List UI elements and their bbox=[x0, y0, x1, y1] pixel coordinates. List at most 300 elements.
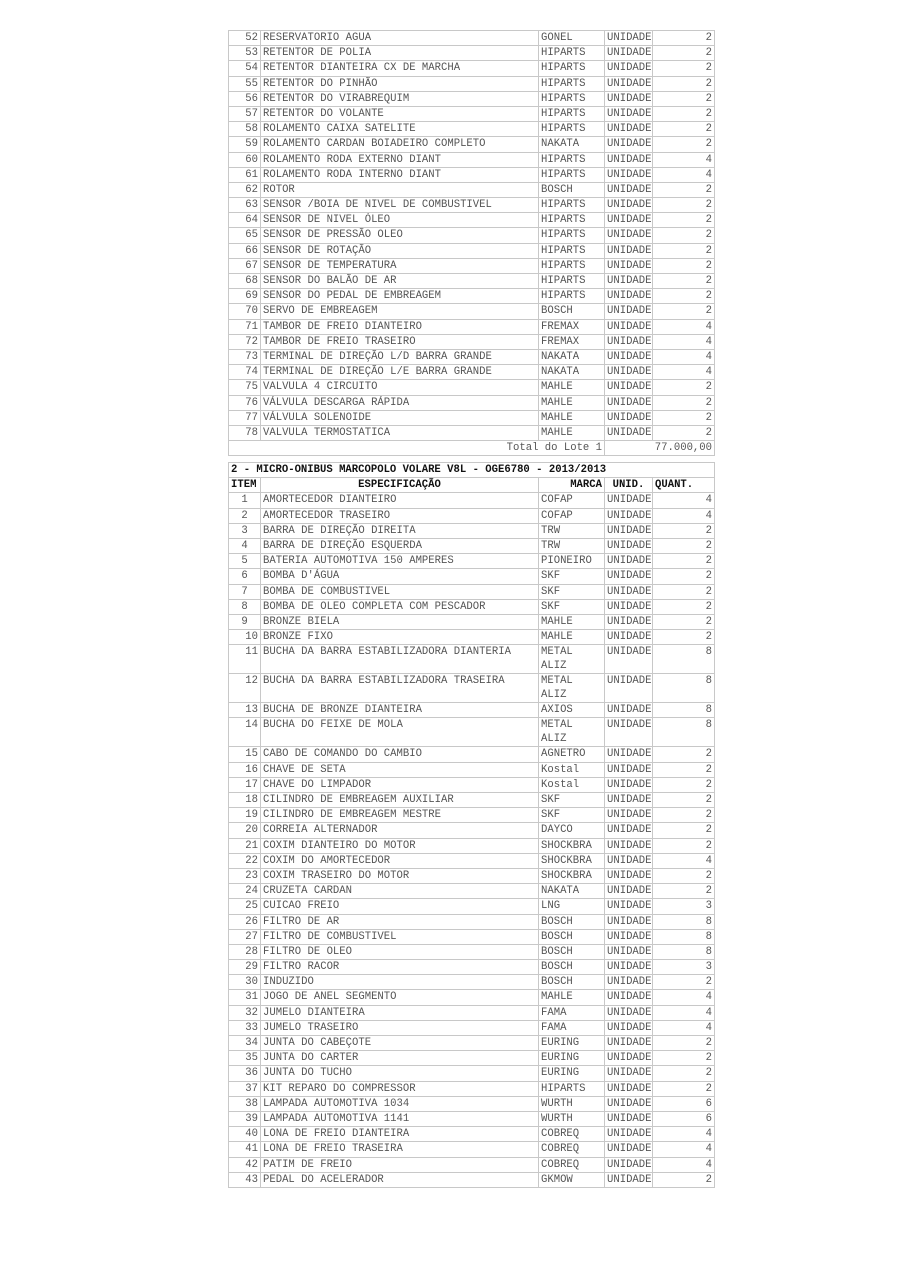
item-number: 35 bbox=[229, 1051, 261, 1066]
brand: FREMAX bbox=[539, 319, 605, 334]
specification: FILTRO RACOR bbox=[261, 960, 539, 975]
table-row bbox=[229, 182, 715, 197]
unit: UNIDADE bbox=[605, 106, 653, 121]
header-item: ITEM bbox=[229, 478, 261, 493]
quantity: 2 bbox=[653, 106, 715, 121]
item-number: 14 bbox=[229, 718, 261, 747]
quantity: 2 bbox=[653, 122, 715, 137]
unit: UNIDADE bbox=[605, 975, 653, 990]
item-number: 19 bbox=[229, 808, 261, 823]
table-row bbox=[229, 960, 715, 975]
unit: UNIDADE bbox=[605, 1111, 653, 1126]
item-number: 61 bbox=[229, 167, 261, 182]
specification: ROLAMENTO CAIXA SATELITE bbox=[261, 122, 539, 137]
table-row bbox=[229, 569, 715, 584]
brand: PIONEIRO bbox=[539, 554, 605, 569]
brand: Kostal bbox=[539, 777, 605, 792]
unit: UNIDADE bbox=[605, 395, 653, 410]
unit: UNIDADE bbox=[605, 365, 653, 380]
specification: AMORTECEDOR DIANTEIRO bbox=[261, 493, 539, 508]
table-row bbox=[229, 61, 715, 76]
unit: UNIDADE bbox=[605, 410, 653, 425]
table-row bbox=[229, 395, 715, 410]
quantity: 3 bbox=[653, 960, 715, 975]
brand: MAHLE bbox=[539, 630, 605, 645]
table-row bbox=[229, 91, 715, 106]
table-row bbox=[229, 944, 715, 959]
specification: BRONZE BIELA bbox=[261, 614, 539, 629]
item-number: 56 bbox=[229, 91, 261, 106]
specification: LAMPADA AUTOMOTIVA 1141 bbox=[261, 1111, 539, 1126]
brand: BOSCH bbox=[539, 944, 605, 959]
specification: VÁLVULA SOLENOIDE bbox=[261, 410, 539, 425]
specification: BOMBA DE COMBUSTIVEL bbox=[261, 584, 539, 599]
table-row bbox=[229, 1081, 715, 1096]
table-row bbox=[229, 1172, 715, 1187]
quantity: 2 bbox=[653, 523, 715, 538]
brand: HIPARTS bbox=[539, 258, 605, 273]
unit: UNIDADE bbox=[605, 884, 653, 899]
brand: HIPARTS bbox=[539, 167, 605, 182]
specification: CRUZETA CARDAN bbox=[261, 884, 539, 899]
specification: AMORTECEDOR TRASEIRO bbox=[261, 508, 539, 523]
table-row bbox=[229, 823, 715, 838]
table-row bbox=[229, 899, 715, 914]
quantity: 2 bbox=[653, 868, 715, 883]
specification: COXIM TRASEIRO DO MOTOR bbox=[261, 868, 539, 883]
brand: TRW bbox=[539, 523, 605, 538]
unit: UNIDADE bbox=[605, 319, 653, 334]
unit: UNIDADE bbox=[605, 167, 653, 182]
item-number: 43 bbox=[229, 1172, 261, 1187]
item-number: 11 bbox=[229, 645, 261, 674]
table-row bbox=[229, 884, 715, 899]
brand: HIPARTS bbox=[539, 76, 605, 91]
brand: FAMA bbox=[539, 1005, 605, 1020]
unit: UNIDADE bbox=[605, 554, 653, 569]
specification: CHAVE DE SETA bbox=[261, 762, 539, 777]
brand: LNG bbox=[539, 899, 605, 914]
quantity: 4 bbox=[653, 365, 715, 380]
table-row bbox=[229, 1157, 715, 1172]
brand: NAKATA bbox=[539, 349, 605, 364]
table-row bbox=[229, 614, 715, 629]
brand: HIPARTS bbox=[539, 228, 605, 243]
table-row bbox=[229, 493, 715, 508]
quantity: 2 bbox=[653, 599, 715, 614]
specification: BOMBA D'ÁGUA bbox=[261, 569, 539, 584]
specification: CUICAO FREIO bbox=[261, 899, 539, 914]
lote-1-table bbox=[228, 30, 715, 456]
unit: UNIDADE bbox=[605, 213, 653, 228]
quantity: 2 bbox=[653, 410, 715, 425]
unit: UNIDADE bbox=[605, 91, 653, 106]
brand: HIPARTS bbox=[539, 91, 605, 106]
unit: UNIDADE bbox=[605, 793, 653, 808]
unit: UNIDADE bbox=[605, 349, 653, 364]
specification: CILINDRO DE EMBREAGEM AUXILIAR bbox=[261, 793, 539, 808]
unit: UNIDADE bbox=[605, 853, 653, 868]
specification: CABO DE COMANDO DO CAMBIO bbox=[261, 747, 539, 762]
table-header bbox=[229, 478, 715, 493]
table-row bbox=[229, 914, 715, 929]
item-number: 67 bbox=[229, 258, 261, 273]
quantity: 2 bbox=[653, 1081, 715, 1096]
brand: MAHLE bbox=[539, 395, 605, 410]
table-row bbox=[229, 645, 715, 674]
brand: DAYCO bbox=[539, 823, 605, 838]
specification: ROLAMENTO RODA INTERNO DIANT bbox=[261, 167, 539, 182]
item-number: 7 bbox=[229, 584, 261, 599]
item-number: 21 bbox=[229, 838, 261, 853]
brand: HIPARTS bbox=[539, 213, 605, 228]
specification: VALVULA 4 CIRCUITO bbox=[261, 380, 539, 395]
item-number: 54 bbox=[229, 61, 261, 76]
unit: UNIDADE bbox=[605, 747, 653, 762]
brand: GKMOW bbox=[539, 1172, 605, 1187]
brand: COBREQ bbox=[539, 1127, 605, 1142]
brand: HIPARTS bbox=[539, 274, 605, 289]
item-number: 70 bbox=[229, 304, 261, 319]
item-number: 71 bbox=[229, 319, 261, 334]
quantity: 4 bbox=[653, 349, 715, 364]
item-number: 26 bbox=[229, 914, 261, 929]
lote-2-table bbox=[228, 462, 715, 1188]
item-number: 57 bbox=[229, 106, 261, 121]
specification: BUCHA DA BARRA ESTABILIZADORA DIANTERIA bbox=[261, 645, 539, 674]
specification: BRONZE FIXO bbox=[261, 630, 539, 645]
quantity: 4 bbox=[653, 1142, 715, 1157]
specification: LONA DE FREIO TRASEIRA bbox=[261, 1142, 539, 1157]
unit: UNIDADE bbox=[605, 523, 653, 538]
table-row bbox=[229, 380, 715, 395]
brand: SKF bbox=[539, 793, 605, 808]
specification: BUCHA DE BRONZE DIANTEIRA bbox=[261, 703, 539, 718]
unit: UNIDADE bbox=[605, 46, 653, 61]
table-row bbox=[229, 1096, 715, 1111]
item-number: 34 bbox=[229, 1036, 261, 1051]
specification: RETENTOR DO PINHÃO bbox=[261, 76, 539, 91]
unit: UNIDADE bbox=[605, 198, 653, 213]
quantity: 4 bbox=[653, 1127, 715, 1142]
unit: UNIDADE bbox=[605, 334, 653, 349]
unit: UNIDADE bbox=[605, 1127, 653, 1142]
table-row bbox=[229, 674, 715, 703]
table-row bbox=[229, 1051, 715, 1066]
table-row bbox=[229, 747, 715, 762]
item-number: 31 bbox=[229, 990, 261, 1005]
brand: WURTH bbox=[539, 1111, 605, 1126]
item-number: 74 bbox=[229, 365, 261, 380]
unit: UNIDADE bbox=[605, 31, 653, 46]
item-number: 17 bbox=[229, 777, 261, 792]
quantity: 2 bbox=[653, 630, 715, 645]
total-value: 77.000,00 bbox=[605, 441, 715, 456]
unit: UNIDADE bbox=[605, 1096, 653, 1111]
unit: UNIDADE bbox=[605, 122, 653, 137]
brand: MAHLE bbox=[539, 614, 605, 629]
item-number: 39 bbox=[229, 1111, 261, 1126]
brand: COFAP bbox=[539, 508, 605, 523]
quantity: 2 bbox=[653, 91, 715, 106]
table-row bbox=[229, 334, 715, 349]
unit: UNIDADE bbox=[605, 76, 653, 91]
item-number: 60 bbox=[229, 152, 261, 167]
table-row bbox=[229, 777, 715, 792]
brand: HIPARTS bbox=[539, 106, 605, 121]
specification: SENSOR DO BALÃO DE AR bbox=[261, 274, 539, 289]
table-row bbox=[229, 584, 715, 599]
brand: METAL ALIZ bbox=[539, 645, 605, 674]
quantity: 2 bbox=[653, 838, 715, 853]
quantity: 2 bbox=[653, 823, 715, 838]
quantity: 8 bbox=[653, 674, 715, 703]
unit: UNIDADE bbox=[605, 630, 653, 645]
unit: UNIDADE bbox=[605, 61, 653, 76]
specification: CORREIA ALTERNADOR bbox=[261, 823, 539, 838]
brand: AGNETRO bbox=[539, 747, 605, 762]
unit: UNIDADE bbox=[605, 599, 653, 614]
quantity: 4 bbox=[653, 1005, 715, 1020]
brand: NAKATA bbox=[539, 884, 605, 899]
unit: UNIDADE bbox=[605, 960, 653, 975]
quantity: 6 bbox=[653, 1111, 715, 1126]
unit: UNIDADE bbox=[605, 1142, 653, 1157]
item-number: 29 bbox=[229, 960, 261, 975]
unit: UNIDADE bbox=[605, 425, 653, 440]
lote-2-title: 2 - MICRO-ONIBUS MARCOPOLO VOLARE V8L - OGE6780 - 2013/2013 bbox=[229, 463, 715, 478]
brand: MAHLE bbox=[539, 990, 605, 1005]
quantity: 2 bbox=[653, 395, 715, 410]
item-number: 36 bbox=[229, 1066, 261, 1081]
unit: UNIDADE bbox=[605, 674, 653, 703]
brand: COFAP bbox=[539, 493, 605, 508]
brand: FAMA bbox=[539, 1020, 605, 1035]
quantity: 8 bbox=[653, 914, 715, 929]
brand: SHOCKBRA bbox=[539, 868, 605, 883]
brand: Kostal bbox=[539, 762, 605, 777]
brand: SKF bbox=[539, 599, 605, 614]
header-spec: ESPECIFICAÇÃO bbox=[261, 478, 539, 493]
table-row bbox=[229, 793, 715, 808]
quantity: 2 bbox=[653, 425, 715, 440]
item-number: 63 bbox=[229, 198, 261, 213]
specification: INDUZIDO bbox=[261, 975, 539, 990]
unit: UNIDADE bbox=[605, 645, 653, 674]
quantity: 2 bbox=[653, 228, 715, 243]
brand: MAHLE bbox=[539, 410, 605, 425]
table-row bbox=[229, 319, 715, 334]
table-row bbox=[229, 228, 715, 243]
quantity: 2 bbox=[653, 884, 715, 899]
unit: UNIDADE bbox=[605, 258, 653, 273]
unit: UNIDADE bbox=[605, 944, 653, 959]
quantity: 2 bbox=[653, 213, 715, 228]
unit: UNIDADE bbox=[605, 304, 653, 319]
table-row bbox=[229, 213, 715, 228]
quantity: 8 bbox=[653, 703, 715, 718]
quantity: 2 bbox=[653, 182, 715, 197]
quantity: 8 bbox=[653, 944, 715, 959]
item-number: 78 bbox=[229, 425, 261, 440]
item-number: 59 bbox=[229, 137, 261, 152]
item-number: 66 bbox=[229, 243, 261, 258]
brand: HIPARTS bbox=[539, 46, 605, 61]
table-row bbox=[229, 929, 715, 944]
specification: VALVULA TERMOSTATICA bbox=[261, 425, 539, 440]
quantity: 8 bbox=[653, 718, 715, 747]
specification: JUMELO TRASEIRO bbox=[261, 1020, 539, 1035]
specification: BOMBA DE OLEO COMPLETA COM PESCADOR bbox=[261, 599, 539, 614]
quantity: 2 bbox=[653, 1172, 715, 1187]
quantity: 4 bbox=[653, 990, 715, 1005]
quantity: 2 bbox=[653, 46, 715, 61]
unit: UNIDADE bbox=[605, 1020, 653, 1035]
item-number: 72 bbox=[229, 334, 261, 349]
specification: RETENTOR DO VOLANTE bbox=[261, 106, 539, 121]
item-number: 77 bbox=[229, 410, 261, 425]
unit: UNIDADE bbox=[605, 1066, 653, 1081]
item-number: 10 bbox=[229, 630, 261, 645]
unit: UNIDADE bbox=[605, 508, 653, 523]
item-number: 18 bbox=[229, 793, 261, 808]
specification: ROLAMENTO CARDAN BOIADEIRO COMPLETO bbox=[261, 137, 539, 152]
item-number: 53 bbox=[229, 46, 261, 61]
item-number: 22 bbox=[229, 853, 261, 868]
table-row bbox=[229, 718, 715, 747]
table-row bbox=[229, 152, 715, 167]
specification: LAMPADA AUTOMOTIVA 1034 bbox=[261, 1096, 539, 1111]
unit: UNIDADE bbox=[605, 1157, 653, 1172]
quantity: 2 bbox=[653, 1036, 715, 1051]
quantity: 2 bbox=[653, 975, 715, 990]
quantity: 4 bbox=[653, 508, 715, 523]
item-number: 9 bbox=[229, 614, 261, 629]
unit: UNIDADE bbox=[605, 929, 653, 944]
specification: RETENTOR DE POLIA bbox=[261, 46, 539, 61]
quantity: 2 bbox=[653, 584, 715, 599]
quantity: 3 bbox=[653, 899, 715, 914]
specification: VÁLVULA DESCARGA RÁPIDA bbox=[261, 395, 539, 410]
brand: BOSCH bbox=[539, 960, 605, 975]
item-number: 38 bbox=[229, 1096, 261, 1111]
quantity: 4 bbox=[653, 152, 715, 167]
total-label: Total do Lote 1 bbox=[229, 441, 605, 456]
table-row bbox=[229, 508, 715, 523]
table-row bbox=[229, 167, 715, 182]
quantity: 2 bbox=[653, 76, 715, 91]
specification: TERMINAL DE DIREÇÃO L/D BARRA GRANDE bbox=[261, 349, 539, 364]
quantity: 2 bbox=[653, 31, 715, 46]
quantity: 2 bbox=[653, 137, 715, 152]
quantity: 2 bbox=[653, 808, 715, 823]
unit: UNIDADE bbox=[605, 823, 653, 838]
table-row bbox=[229, 1127, 715, 1142]
specification: JUNTA DO CARTER bbox=[261, 1051, 539, 1066]
brand: BOSCH bbox=[539, 975, 605, 990]
specification: TAMBOR DE FREIO TRASEIRO bbox=[261, 334, 539, 349]
brand: HIPARTS bbox=[539, 122, 605, 137]
specification: JUNTA DO TUCHO bbox=[261, 1066, 539, 1081]
specification: RETENTOR DIANTEIRA CX DE MARCHA bbox=[261, 61, 539, 76]
quantity: 2 bbox=[653, 289, 715, 304]
table-row bbox=[229, 365, 715, 380]
brand: SHOCKBRA bbox=[539, 838, 605, 853]
brand: AXIOS bbox=[539, 703, 605, 718]
specification: BATERIA AUTOMOTIVA 150 AMPERES bbox=[261, 554, 539, 569]
item-number: 24 bbox=[229, 884, 261, 899]
unit: UNIDADE bbox=[605, 718, 653, 747]
item-number: 6 bbox=[229, 569, 261, 584]
specification: SENSOR DE TEMPERATURA bbox=[261, 258, 539, 273]
quantity: 2 bbox=[653, 274, 715, 289]
specification: SENSOR DO PEDAL DE EMBREAGEM bbox=[261, 289, 539, 304]
quantity: 2 bbox=[653, 747, 715, 762]
table-row bbox=[229, 1036, 715, 1051]
table-row bbox=[229, 1020, 715, 1035]
unit: UNIDADE bbox=[605, 152, 653, 167]
item-number: 32 bbox=[229, 1005, 261, 1020]
table-row bbox=[229, 1142, 715, 1157]
table-row bbox=[229, 76, 715, 91]
brand: BOSCH bbox=[539, 182, 605, 197]
specification: JUNTA DO CABEÇOTE bbox=[261, 1036, 539, 1051]
table-row bbox=[229, 198, 715, 213]
specification: BUCHA DO FEIXE DE MOLA bbox=[261, 718, 539, 747]
table-row bbox=[229, 762, 715, 777]
item-number: 68 bbox=[229, 274, 261, 289]
quantity: 4 bbox=[653, 167, 715, 182]
specification: COXIM DIANTEIRO DO MOTOR bbox=[261, 838, 539, 853]
quantity: 4 bbox=[653, 334, 715, 349]
brand: EURING bbox=[539, 1066, 605, 1081]
quantity: 2 bbox=[653, 614, 715, 629]
table-row bbox=[229, 554, 715, 569]
table-row bbox=[229, 1066, 715, 1081]
header-marca: MARCA bbox=[539, 478, 605, 493]
brand: HIPARTS bbox=[539, 198, 605, 213]
table-row bbox=[229, 630, 715, 645]
specification: SENSOR /BOIA DE NIVEL DE COMBUSTIVEL bbox=[261, 198, 539, 213]
brand: BOSCH bbox=[539, 929, 605, 944]
brand: NAKATA bbox=[539, 365, 605, 380]
table-row bbox=[229, 410, 715, 425]
item-number: 73 bbox=[229, 349, 261, 364]
specification: JOGO DE ANEL SEGMENTO bbox=[261, 990, 539, 1005]
table-row bbox=[229, 523, 715, 538]
table-row bbox=[229, 703, 715, 718]
quantity: 4 bbox=[653, 1020, 715, 1035]
table-row bbox=[229, 106, 715, 121]
item-number: 1 bbox=[229, 493, 261, 508]
table-row bbox=[229, 304, 715, 319]
unit: UNIDADE bbox=[605, 899, 653, 914]
table-row bbox=[229, 838, 715, 853]
table-row bbox=[229, 31, 715, 46]
quantity: 2 bbox=[653, 61, 715, 76]
brand: EURING bbox=[539, 1051, 605, 1066]
brand: FREMAX bbox=[539, 334, 605, 349]
brand: TRW bbox=[539, 538, 605, 553]
table-row bbox=[229, 289, 715, 304]
item-number: 3 bbox=[229, 523, 261, 538]
quantity: 2 bbox=[653, 243, 715, 258]
specification: SERVO DE EMBREAGEM bbox=[261, 304, 539, 319]
unit: UNIDADE bbox=[605, 990, 653, 1005]
specification: TERMINAL DE DIREÇÃO L/E BARRA GRANDE bbox=[261, 365, 539, 380]
unit: UNIDADE bbox=[605, 228, 653, 243]
item-number: 12 bbox=[229, 674, 261, 703]
